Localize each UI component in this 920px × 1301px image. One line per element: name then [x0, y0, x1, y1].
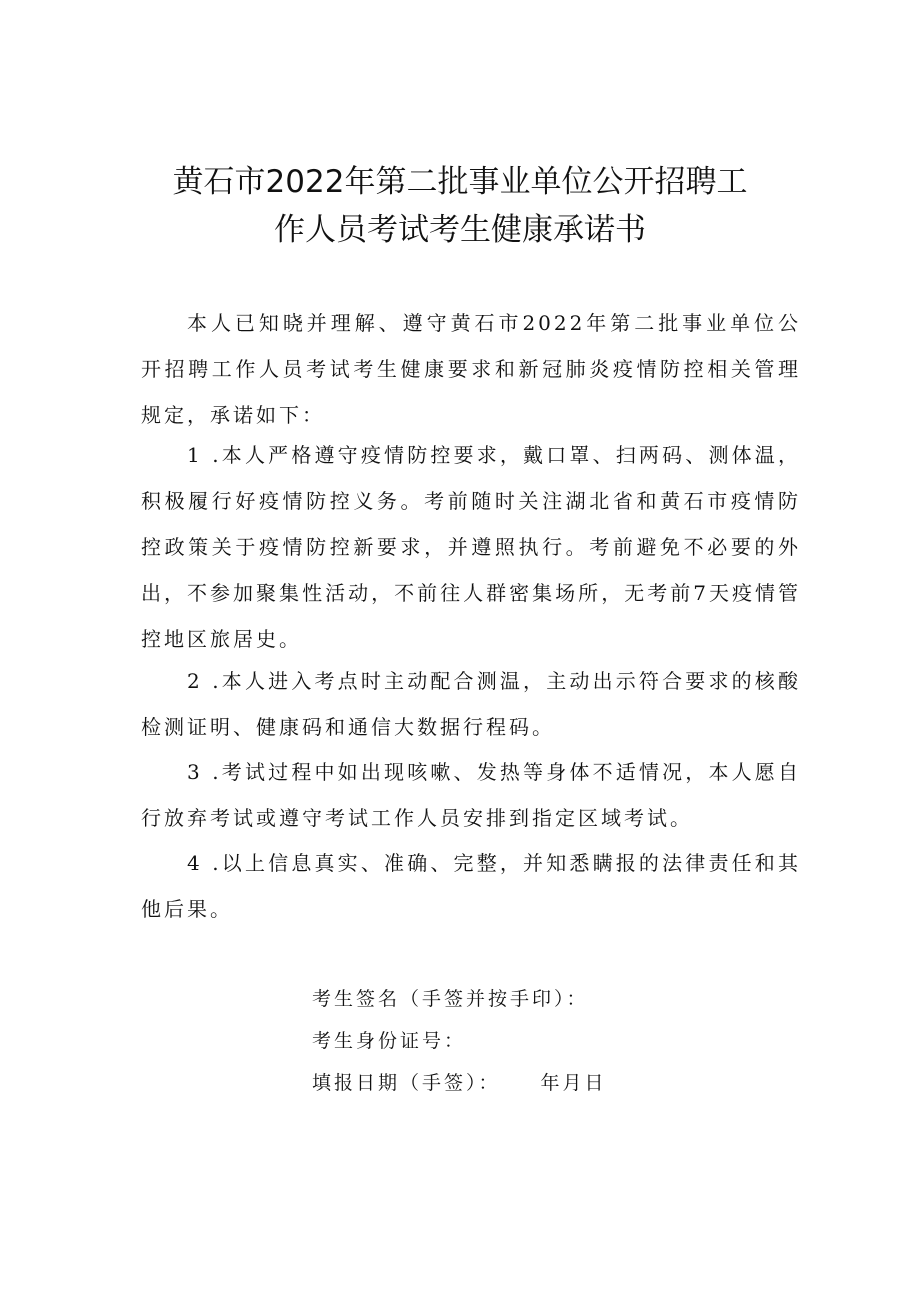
- intro-paragraph-block: [141, 300, 801, 438]
- commitment-item-2: 2 .本人进入考点时主动配合测温，主动出示符合要求的核酸检测证明、健康码和通信大数据行程码。: [141, 669, 801, 739]
- signature-name-label: 考生签名（手签并按手印）：: [312, 988, 589, 1010]
- item-3-block: [141, 749, 801, 841]
- signature-date-label: 填报日期（手签）：: [312, 1072, 501, 1094]
- signature-id-line: [312, 1020, 732, 1062]
- item-2-block: [141, 658, 801, 750]
- item-4-block: [141, 840, 801, 932]
- signature-block: [312, 978, 732, 1104]
- commitment-item-1: 1 .本人严格遵守疫情防控要求，戴口罩、扫两码、测体温，积极履行好疫情防控义务。考前随时关注湖北省和黄石市疫情防控政策关于疫情防控新要求，并遵照执行。考前避免不必要的外出，不参加聚集性活动，不前往人群密集场所，无考前7天疫情管控地区旅居史。: [141, 443, 801, 651]
- signature-date-line: [312, 1062, 732, 1104]
- item-1-block: [141, 432, 801, 662]
- intro-paragraph: 本人已知晓并理解、遵守黄石市2022年第二批事业单位公开招聘工作人员考试考生健康要求和新冠肺炎疫情防控相关管理规定，承诺如下：: [141, 311, 801, 427]
- document-title-line-1: 黄石市2022年第二批事业单位公开招聘工: [172, 164, 748, 200]
- signature-id-label: 考生身份证号：: [312, 1030, 467, 1052]
- signature-name-line: [312, 978, 732, 1020]
- signature-date-units: 年月日: [540, 1072, 607, 1094]
- commitment-item-4: 4 .以上信息真实、准确、完整，并知悉瞒报的法律责任和其他后果。: [141, 851, 801, 921]
- commitment-item-3: 3 .考试过程中如出现咳嗽、发热等身体不适情况，本人愿自行放弃考试或遵守考试工作人员安排到指定区域考试。: [141, 760, 801, 830]
- document-title-line-2: 作人员考试考生健康承诺书: [274, 212, 646, 248]
